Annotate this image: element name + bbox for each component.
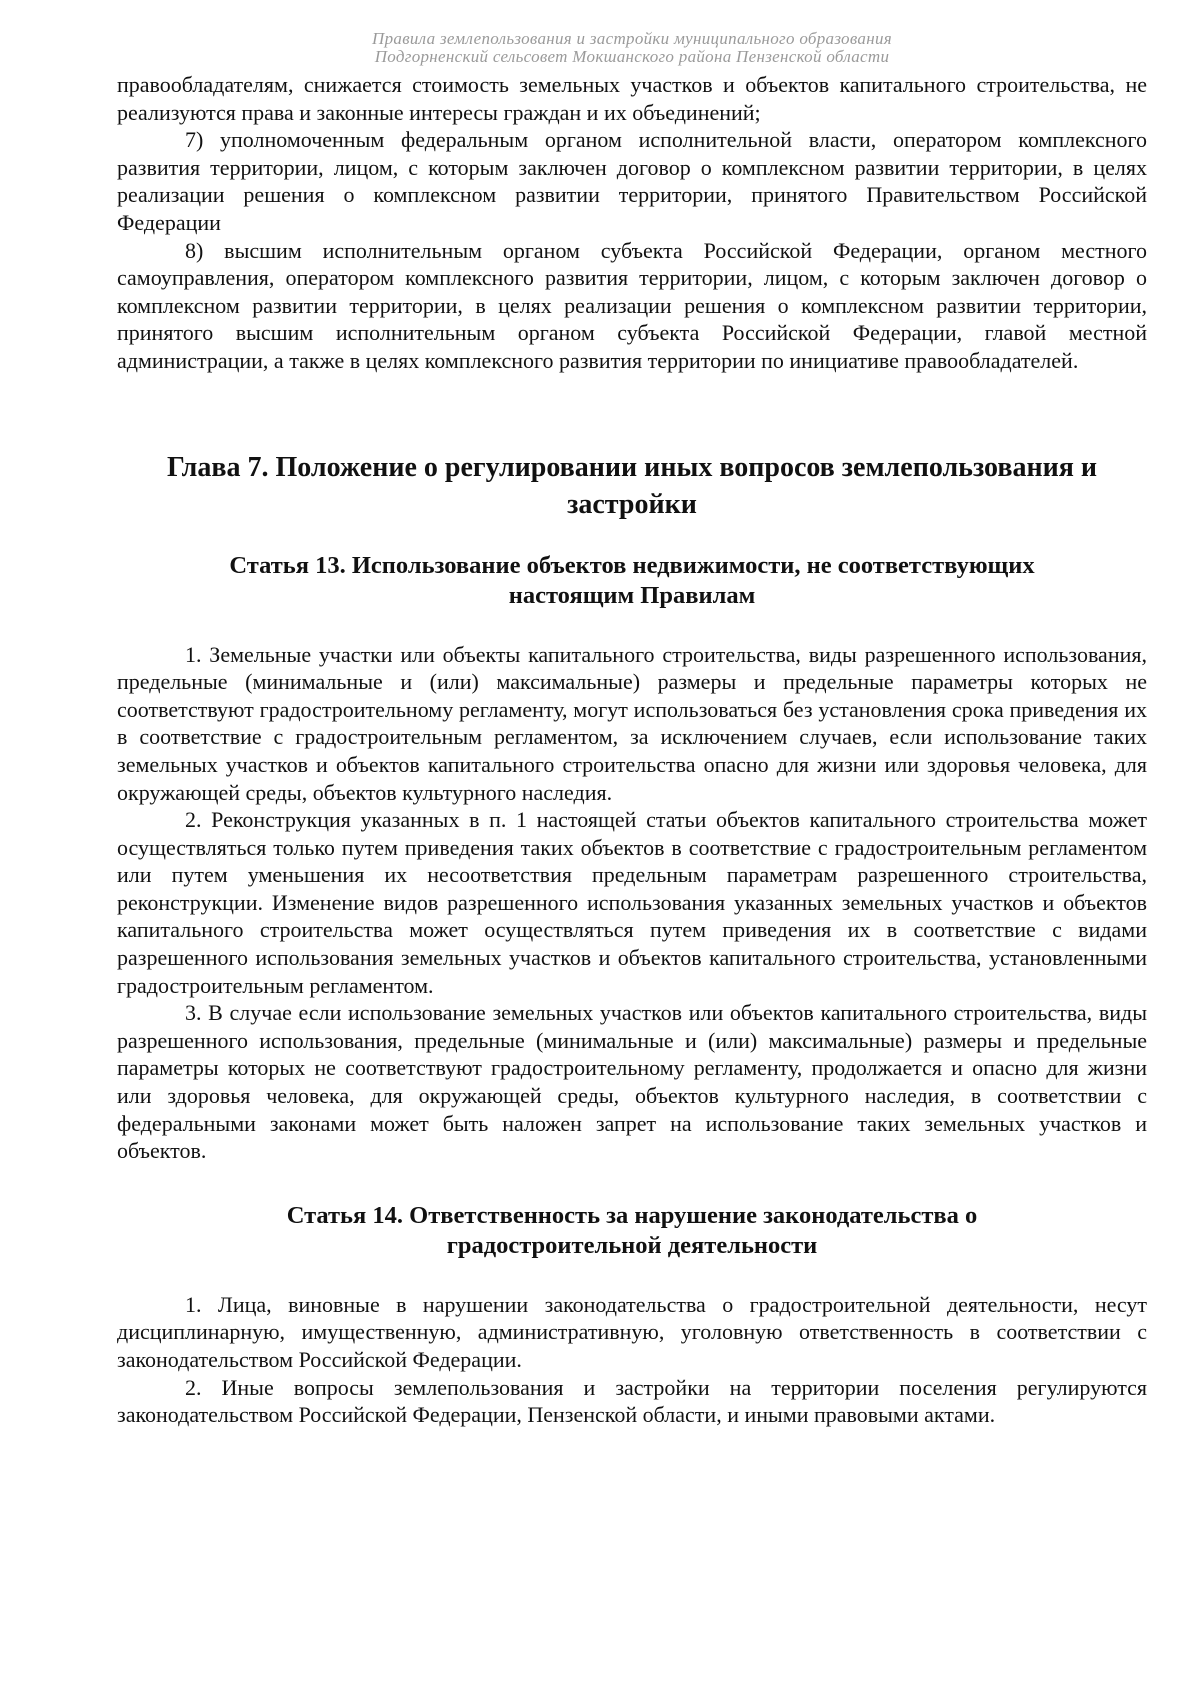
article-13-paragraph-2: 2. Реконструкция указанных в п. 1 настоящей статьи объектов капитального строительства может осуществляться только путем приведения таких объектов в соответствие с градостроительным регламентом или путем уменьшения их несоответствия предельным параметрам разрешенного строительства, реконструкции. Изменение видов разрешенного использования указанных земельных участков и объектов капитального строительства может осуществляться путем приведения их в соответствие с видами разрешенного использования земельных участков и объектов капитального строительства, установленными градостроительным регламентом. — [117, 807, 1147, 998]
running-header-line-2: Подгорненский сельсовет Мокшанского района Пензенской области — [374, 47, 890, 66]
chapter-title: Глава 7. Положение о регулировании иных вопросов землепользования и застройки — [166, 451, 1098, 520]
article-14-paragraph-1: 1. Лица, виновные в нарушении законодательства о градостроительной деятельности, несут дисциплинарную, имущественную, административную, уголовную ответственность в соответствии с законодательством Российской Федерации. — [117, 1291, 1147, 1372]
article-13-paragraph-3: 3. В случае если использование земельных участков или объектов капитального строительства, виды разрешенного использования, предельные (минимальные и (или) максимальные) размеры и предельные параметры которых не соответствуют градостроительному регламенту, продолжается и опасно для жизни или здоровья человека, для окружающей среды, объектов культурного наследия, в соответствии с федеральными законами может быть наложен запрет на использование таких земельных участков и объектов. — [117, 1000, 1147, 1164]
spacer — [117, 1165, 1147, 1173]
intro-paragraph-item-8: 8) высшим исполнительным органом субъекта Российской Федерации, органом местного самоуправления, оператором комплексного развития территории, лицом, с которым заключен договор о комплексном развитии территории, в целях реализации решения о комплексном развитии территории, принятого высшим исполнительным органом субъекта Российской Федерации, главой местной администрации, а также в целях комплексного развития территории по инициативе правообладателей. — [117, 237, 1147, 373]
article-14-paragraph-2: 2. Иные вопросы землепользования и застройки на территории поселения регулируются законодательством Российской Федерации, Пензенской области, и иными правовыми актами. — [117, 1374, 1147, 1428]
running-header-line-1: Правила землепользования и застройки муниципального образования — [372, 29, 892, 48]
document-page — [117, 30, 1147, 1429]
article-13-paragraph-1: 1. Земельные участки или объекты капитального строительства, виды разрешенного использования, предельные (минимальные и (или) максимальные) размеры и предельные параметры которых не соответствуют градостроительному регламенту, могут использоваться без установления срока приведения их в соответствие с градостроительным регламентом, за исключением случаев, если использование таких земельных участков и объектов капитального строительства опасно для жизни или здоровья человека, для окружающей среды, объектов культурного наследия. — [117, 641, 1147, 805]
spacer — [117, 1261, 1147, 1291]
article-14-title: Статья 14. Ответственность за нарушение законодательства о градостроительной деятельности — [286, 1201, 978, 1259]
intro-paragraph-item-7: 7) уполномоченным федеральным органом исполнительной власти, оператором комплексного развития территории, лицом, с которым заключен договор о комплексном развитии территории, в целях реализации решения о комплексном развитии территории, принятого Правительством Российской Федерации — [117, 127, 1147, 235]
article-13-title: Статья 13. Использование объектов недвижимости, не соответствующих настоящим Правилам — [229, 551, 1035, 609]
spacer — [117, 611, 1147, 641]
running-header — [117, 30, 1147, 66]
intro-paragraph-continuation: правообладателям, снижается стоимость земельных участков и объектов капитального строительства, не реализуются права и законные интересы граждан и их объединений; — [117, 72, 1147, 125]
